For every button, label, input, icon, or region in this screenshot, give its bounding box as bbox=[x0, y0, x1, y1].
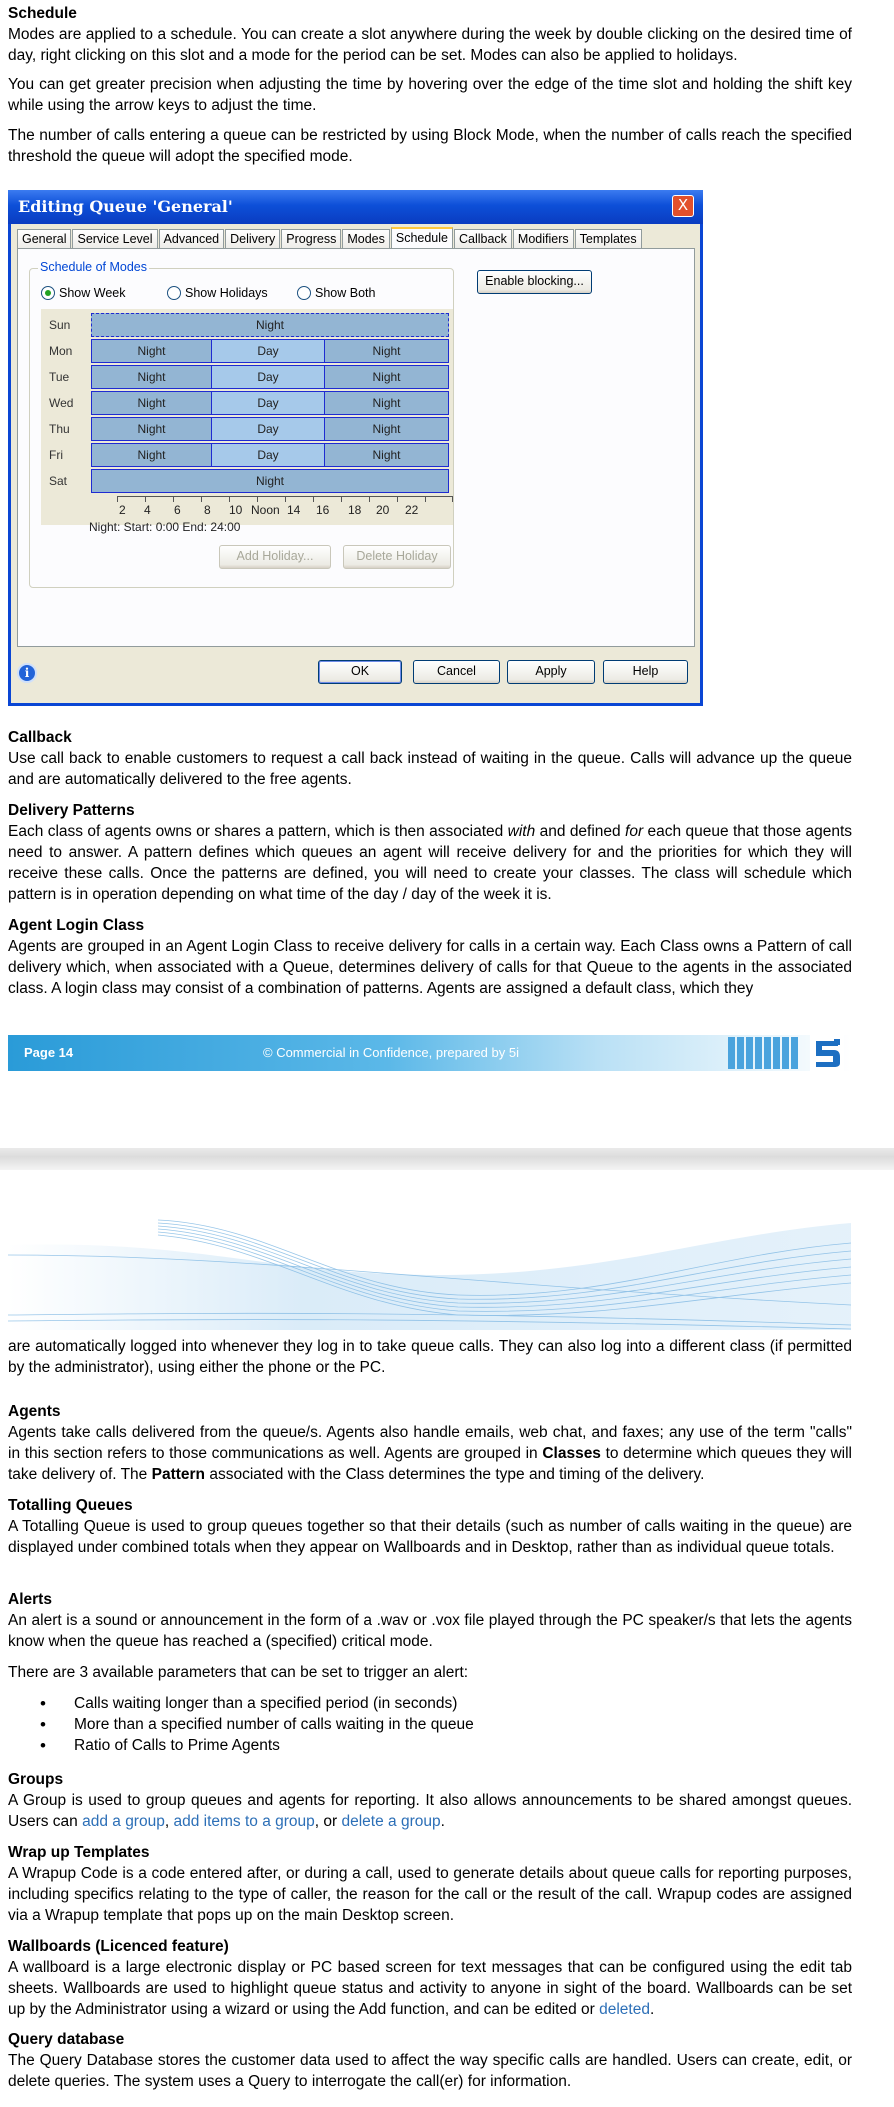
totalling-queues-paragraph: A Totalling Queue is used to group queues together so that their details (such as number of calls waiting in the queue) are displayed under combined totals when they appear on Wallboards and in Desktop, rather than as individual queue totals. bbox=[8, 1518, 852, 1556]
cancel-button[interactable]: Cancel bbox=[413, 660, 500, 684]
delivery-patterns-heading: Delivery Patterns bbox=[8, 802, 135, 819]
add-holiday-button[interactable]: Add Holiday... bbox=[219, 545, 331, 569]
day-label: Sun bbox=[49, 318, 71, 332]
tab-templates[interactable]: Templates bbox=[575, 229, 642, 250]
query-database-paragraph: The Query Database stores the customer data used to affect the way specific calls are handled. Users can create, edit, or delete queries. The system uses a Query to interrogate the call(er) for information. bbox=[8, 2052, 852, 2090]
wallboards-paragraph: A wallboard is a large electronic display or PC based screen for text messages that can be configured using the edit tab sheets. Wallboards are used to highlight queue status and activity to anyone in sight of the board. Wallboards can be set up by the Administrator using a wizard or using the Add function, and can be edited or deleted. bbox=[8, 1959, 852, 2018]
page-footer bbox=[8, 1035, 851, 1071]
schedule-slot[interactable]: Night bbox=[324, 391, 449, 415]
alerts-paragraph-2: There are 3 available parameters that can be set to trigger an alert: bbox=[8, 1664, 469, 1681]
axis-label: 8 bbox=[204, 503, 211, 517]
schedule-slot-sun-night[interactable]: Night bbox=[91, 313, 449, 337]
tab-general[interactable]: General bbox=[17, 229, 71, 250]
list-item: • More than a specified number of calls waiting in the queue bbox=[8, 1714, 852, 1735]
tab-modifiers[interactable]: Modifiers bbox=[513, 229, 574, 250]
slot-info-text: Night: Start: 0:00 End: 24:00 bbox=[89, 520, 241, 534]
agent-login-class-paragraph: Agents are grouped in an Agent Login Class to receive delivery for calls in a certain way. Each Class owns a Pattern of call delivery which, when associated with a Queue, determines delivery of calls for that Queue to the agents in the associated class. A login class may consist of a combination of patterns. Agents are assigned a default class, which they bbox=[8, 938, 852, 997]
axis-label: 6 bbox=[174, 503, 181, 517]
radio-unselected-icon bbox=[297, 286, 311, 300]
agents-heading: Agents bbox=[8, 1403, 61, 1420]
axis-label: 14 bbox=[287, 503, 301, 517]
callback-heading: Callback bbox=[8, 729, 72, 746]
5i-logo-icon bbox=[810, 1035, 844, 1071]
agents-paragraph: Agents take calls delivered from the queue/s. Agents also handle emails, web chat, and faxes; any use of the term "calls" in this section refers to those communications as well. Agents are grouped in Classes to determine which queues they will take delivery of. The Pattern associated with the Class determines the type and timing of the delivery. bbox=[8, 1424, 852, 1483]
help-button[interactable]: Help bbox=[603, 660, 688, 684]
tab-delivery[interactable]: Delivery bbox=[225, 229, 280, 250]
dialog-tabs bbox=[17, 227, 643, 249]
schedule-slot[interactable]: Night bbox=[91, 391, 212, 415]
axis-label: 22 bbox=[405, 503, 419, 517]
totalling-queues-heading: Totalling Queues bbox=[8, 1497, 133, 1514]
day-label: Fri bbox=[49, 448, 63, 462]
axis-label: 4 bbox=[144, 503, 151, 517]
schedule-paragraph-2: You can get greater precision when adjusting the time by hovering over the edge of the time slot and holding the shift key while using the arrow keys to adjust the time. bbox=[8, 76, 852, 114]
schedule-slot[interactable]: Day bbox=[211, 417, 325, 441]
schedule-slot[interactable]: Day bbox=[211, 339, 325, 363]
time-axis bbox=[117, 496, 453, 506]
add-items-to-group-link[interactable]: add items to a group bbox=[173, 1813, 315, 1830]
tab-modes[interactable]: Modes bbox=[342, 229, 390, 250]
alerts-heading: Alerts bbox=[8, 1591, 52, 1608]
groups-paragraph: A Group is used to group queues and agents for reporting. It also allows announcements to be shared amongst queues. Users can add a group, add items to a group, or delete a group. bbox=[8, 1792, 852, 1830]
alert-parameters-list bbox=[8, 1693, 852, 1756]
document-page-15 bbox=[0, 1148, 894, 2107]
schedule-slot[interactable]: Night bbox=[91, 443, 212, 467]
apply-button[interactable]: Apply bbox=[507, 660, 595, 684]
schedule-slot[interactable]: Night bbox=[324, 339, 449, 363]
schedule-slot[interactable]: Night bbox=[324, 365, 449, 389]
schedule-slot[interactable]: Day bbox=[211, 443, 325, 467]
delete-holiday-button[interactable]: Delete Holiday bbox=[343, 545, 451, 569]
radio-show-week[interactable] bbox=[41, 286, 125, 300]
footer-stripes bbox=[728, 1037, 798, 1069]
dialog-title: Editing Queue 'General' bbox=[8, 190, 703, 224]
axis-label: 10 bbox=[229, 503, 243, 517]
query-database-heading: Query database bbox=[8, 2031, 125, 2048]
info-icon: i bbox=[17, 663, 37, 683]
radio-show-holidays-label: Show Holidays bbox=[185, 286, 268, 300]
delivery-patterns-paragraph: Each class of agents owns or shares a pattern, which is then associated with and defined for each queue that those agents need to answer. A pattern defines which queues an agent will receive delivery for and the priorities for which they will receive these calls. Once the patterns are defined, you will need to create your classes. The class will schedule which pattern is in operation depending on what time of the day / day of the week it is. bbox=[8, 823, 852, 903]
schedule-slot[interactable]: Night bbox=[91, 365, 212, 389]
radio-unselected-icon bbox=[167, 286, 181, 300]
tab-progress[interactable]: Progress bbox=[281, 229, 341, 250]
radio-show-week-label: Show Week bbox=[59, 286, 126, 300]
day-label: Tue bbox=[49, 370, 70, 384]
radio-show-holidays[interactable] bbox=[167, 286, 268, 300]
day-label: Mon bbox=[49, 344, 73, 358]
wrapup-templates-heading: Wrap up Templates bbox=[8, 1844, 150, 1861]
schedule-paragraph-3: The number of calls entering a queue can be restricted by using Block Mode, when the number of calls reach the specified threshold the queue will adopt the specified mode. bbox=[8, 127, 852, 165]
schedule-slot-sat-night[interactable]: Night bbox=[91, 469, 449, 493]
axis-label: 2 bbox=[119, 503, 126, 517]
day-label: Thu bbox=[49, 422, 70, 436]
delete-group-link[interactable]: delete a group bbox=[341, 1813, 441, 1830]
tab-callback[interactable]: Callback bbox=[454, 229, 512, 250]
schedule-heading: Schedule bbox=[8, 5, 77, 22]
deleted-link[interactable]: deleted bbox=[599, 2001, 650, 2018]
axis-label: 16 bbox=[316, 503, 330, 517]
callback-paragraph: Use call back to enable customers to request a call back instead of waiting in the queue. Calls will advance up the queue and are automatically delivered to the free agents. bbox=[8, 750, 852, 788]
alerts-paragraph-1: An alert is a sound or announcement in the form of a .wav or .vox file played through the PC speaker/s that lets the agents know when the queue has reached a (specified) critical mode. bbox=[8, 1612, 852, 1650]
groups-heading: Groups bbox=[8, 1771, 64, 1788]
login-class-continued-paragraph: are automatically logged into whenever they log in to take queue calls. They can also log into a different class (if permitted by the administrator), using either the phone or the PC. bbox=[8, 1338, 852, 1376]
tab-service-level[interactable]: Service Level bbox=[72, 229, 157, 250]
axis-label: 20 bbox=[376, 503, 390, 517]
schedule-slot[interactable]: Day bbox=[211, 391, 325, 415]
list-item: • Ratio of Calls to Prime Agents bbox=[8, 1735, 852, 1756]
ok-button[interactable]: OK bbox=[318, 660, 402, 684]
axis-label: 18 bbox=[348, 503, 362, 517]
schedule-slot[interactable]: Night bbox=[91, 417, 212, 441]
schedule-slot[interactable]: Day bbox=[211, 365, 325, 389]
wrapup-templates-paragraph: A Wrapup Code is a code entered after, or during a call, used to generate details about queue calls for reporting purposes, including specifics relating to the type of caller, the reason for the call or the result of the call. Wrapup codes are assigned via a Wrapup template that pops up on the main Desktop screen. bbox=[8, 1865, 852, 1924]
day-label: Wed bbox=[49, 396, 74, 410]
wallboards-heading: Wallboards (Licenced feature) bbox=[8, 1938, 229, 1955]
agent-login-class-heading: Agent Login Class bbox=[8, 917, 145, 934]
schedule-of-modes-label: Schedule of Modes bbox=[40, 260, 148, 274]
tab-schedule[interactable]: Schedule bbox=[391, 227, 453, 250]
enable-blocking-button[interactable]: Enable blocking... bbox=[477, 270, 592, 294]
confidentiality-notice: © Commercial in Confidence, prepared by 5i bbox=[263, 1045, 519, 1060]
close-icon[interactable]: X bbox=[672, 195, 694, 217]
schedule-slot[interactable]: Night bbox=[91, 339, 212, 363]
tab-advanced[interactable]: Advanced bbox=[159, 229, 225, 250]
schedule-paragraph-1: Modes are applied to a schedule. You can create a slot anywhere during the week by double clicking on the desired time of day, right clicking on this slot and a mode for the period can be set. Modes can also be applied to holidays. bbox=[8, 26, 852, 64]
radio-show-both[interactable] bbox=[297, 286, 375, 300]
editing-queue-dialog bbox=[8, 190, 703, 706]
schedule-slot[interactable]: Night bbox=[324, 417, 449, 441]
add-group-link[interactable]: add a group bbox=[82, 1813, 165, 1830]
radio-show-both-label: Show Both bbox=[315, 286, 376, 300]
page-number: Page 14 bbox=[24, 1045, 74, 1060]
radio-selected-icon bbox=[41, 286, 55, 300]
axis-label: Noon bbox=[251, 503, 280, 517]
list-item: • Calls waiting longer than a specified period (in seconds) bbox=[8, 1693, 852, 1714]
schedule-slot[interactable]: Night bbox=[324, 443, 449, 467]
day-label: Sat bbox=[49, 474, 68, 488]
